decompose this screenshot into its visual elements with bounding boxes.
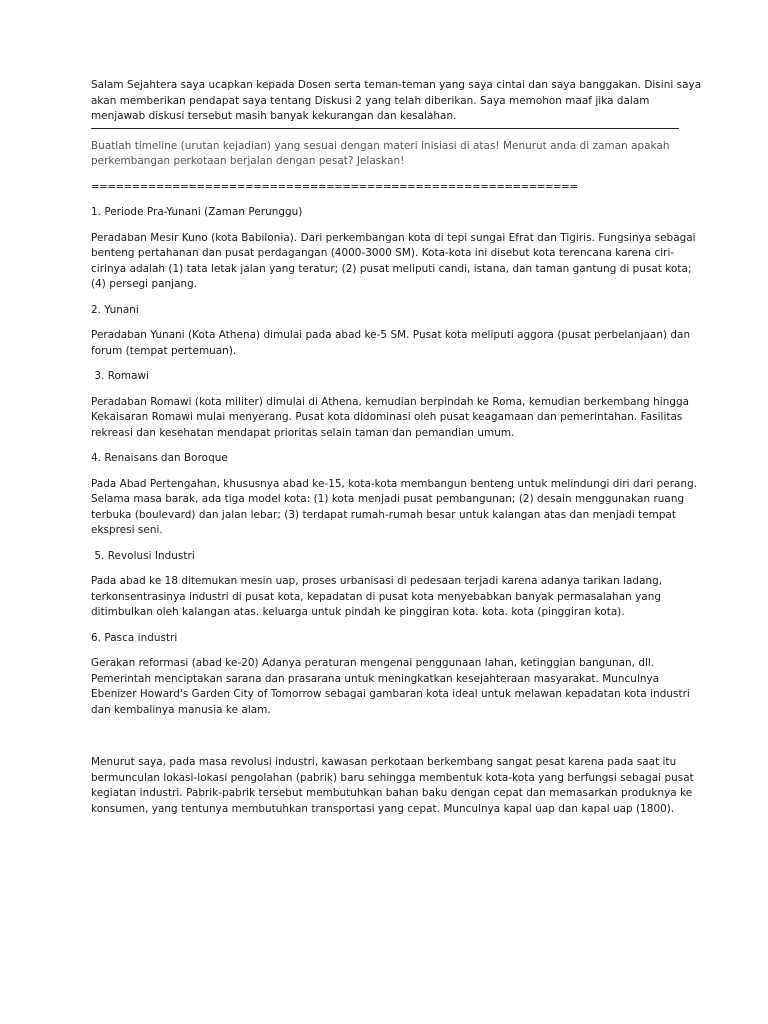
section-line: ekspresi seni. (91, 524, 163, 536)
intro-line: Salam Sejahtera saya ucapkan kepada Dosen serta teman-teman yang saya cintai dan saya banggakan. Disini saya (91, 79, 702, 91)
section-heading: 1. Periode Pra-Yunani (Zaman Perunggu) (91, 206, 303, 218)
question-line: Buatlah timeline (urutan kejadian) yang sesuai dengan materi inisiasi di atas! Menurut anda di zaman apakah (91, 139, 670, 152)
conclusion-line: konsumen, yang tentunya membutuhkan transportasi yang cepat. Munculnya kapal uap dan kapal uap (1800). (91, 802, 675, 815)
section-paragraph (91, 477, 698, 539)
section-paragraph (91, 231, 696, 293)
section-line: (4) persegi panjang. (91, 278, 198, 290)
section-line: terkonsentrasinya industri di pusat kota, kepadatan di pusat kota menyebabkan banyak permasalahan yang (91, 590, 661, 603)
section-line: Pada Abad Pertengahan, khususnya abad ke-15, kota-kota membangun benteng untuk melindungi diri dari perang. (91, 477, 698, 490)
section-line: benteng pertahanan dan pusat perdagangan (4000-3000 SM). Kota-kota ini disebut kota terencana karena ciri- (91, 247, 675, 259)
section-paragraph (91, 395, 690, 442)
conclusion-line: Menurut saya, pada masa revolusi industri, kawasan perkotaan berkembang sangat pesat karena pada saat itu (91, 756, 677, 768)
section-paragraph (91, 328, 691, 359)
section-line: Peradaban Yunani (Kota Athena) dimulai pada abad ke-5 SM. Pusat kota meliputi aggora (pusat perbelanjaan) dan (91, 329, 691, 341)
section-line: Pada abad ke 18 ditemukan mesin uap, proses urbanisasi di pedesaan terjadi karena adanya tarikan ladang, (91, 575, 663, 587)
conclusion-paragraph (91, 755, 694, 817)
section-line: cirinya adalah (1) tata letak jalan yang teratur; (2) pusat meliputi candi, istana, dan taman gantung di pusat kota; (91, 262, 692, 275)
section-line: Peradaban Romawi (kota militer) dimulai di Athena, kemudian berpindah ke Roma, kemudian berkembang hingga (91, 395, 690, 408)
section-line: Selama masa barak, ada tiga model kota: (1) kota menjadi pusat pembangunan; (2) desain menggunakan ruang (91, 493, 685, 505)
section-line: Peradaban Mesir Kuno (kota Babilonia). Dari perkembangan kota di tepi sungai Efrat dan Tigiris. Fungsinya sebagai (91, 231, 696, 244)
section-line: Pemerintah menciptakan sarana dan prasarana untuk meningkatkan kesejahteraan masyarakat. Munculnya (91, 672, 660, 685)
intro-line: menjawab diskusi tersebut masih banyak kekurangan dan kesalahan. (91, 110, 457, 122)
section-heading: 4. Renaisans dan Boroque (91, 452, 228, 464)
section-line: dan kembalinya manusia ke alam. (91, 703, 271, 716)
section-heading: 6. Pasca industri (91, 631, 178, 644)
section-line: Kekaisaran Romawi mulai menyerang. Pusat kota didominasi oleh pusat keagamaan dan pemerintahan. Fasilitas (91, 411, 683, 423)
section-heading: 3. Romawi (91, 370, 150, 382)
section-heading: 5. Revolusi Industri (91, 549, 195, 562)
section-line: Ebenizer Howard's Garden City of Tomorrow sebagai gambaran kota ideal untuk melawan kepadatan kota industri (91, 688, 690, 700)
conclusion-line: kegiatan industri. Pabrik-pabrik tersebut membutuhkan bahan baku dengan cepat dan memasarkan produknya ke (91, 787, 693, 799)
equals-divider: ============================================================ (91, 180, 578, 193)
intro-line: akan memberikan pendapat saya tentang Diskusi 2 yang telah diberikan. Saya memohon maaf jika dalam (91, 94, 650, 107)
section-line: terbuka (boulevard) dan jalan lebar; (3) terdapat rumah-rumah besar untuk kalangan atas dan menjadi tempat (91, 508, 677, 521)
question-line: perkembangan perkotaan berjalan dengan pesat? Jelaskan! (91, 155, 405, 167)
section-paragraph (91, 574, 681, 621)
intro-paragraph (91, 78, 702, 125)
section-line: Gerakan reformasi (abad ke-20) Adanya peraturan mengenai penggunaan lahan, ketinggian bangunan, dll. (91, 657, 655, 669)
document-body (91, 78, 702, 817)
conclusion-line: bermunculan lokasi-lokasi pengolahan (pabrik) baru sehingga membentuk kota-kota yang berfungsi sebagai pusat (91, 771, 694, 784)
section-paragraph (91, 656, 690, 718)
section-line: rekreasi dan kesehatan mendapat prioritas selain taman dan pemandian umum. (91, 426, 515, 439)
section-line: forum (tempat pertemuan). (91, 344, 237, 357)
horizontal-rule (91, 128, 679, 129)
section-heading: 2. Yunani (91, 303, 139, 316)
section-line: ditimbulkan oleh kalangan atas. keluarga untuk pindah ke pinggiran kota. kota. kota (pinggiran kota). (91, 606, 625, 618)
question-paragraph (91, 139, 681, 170)
